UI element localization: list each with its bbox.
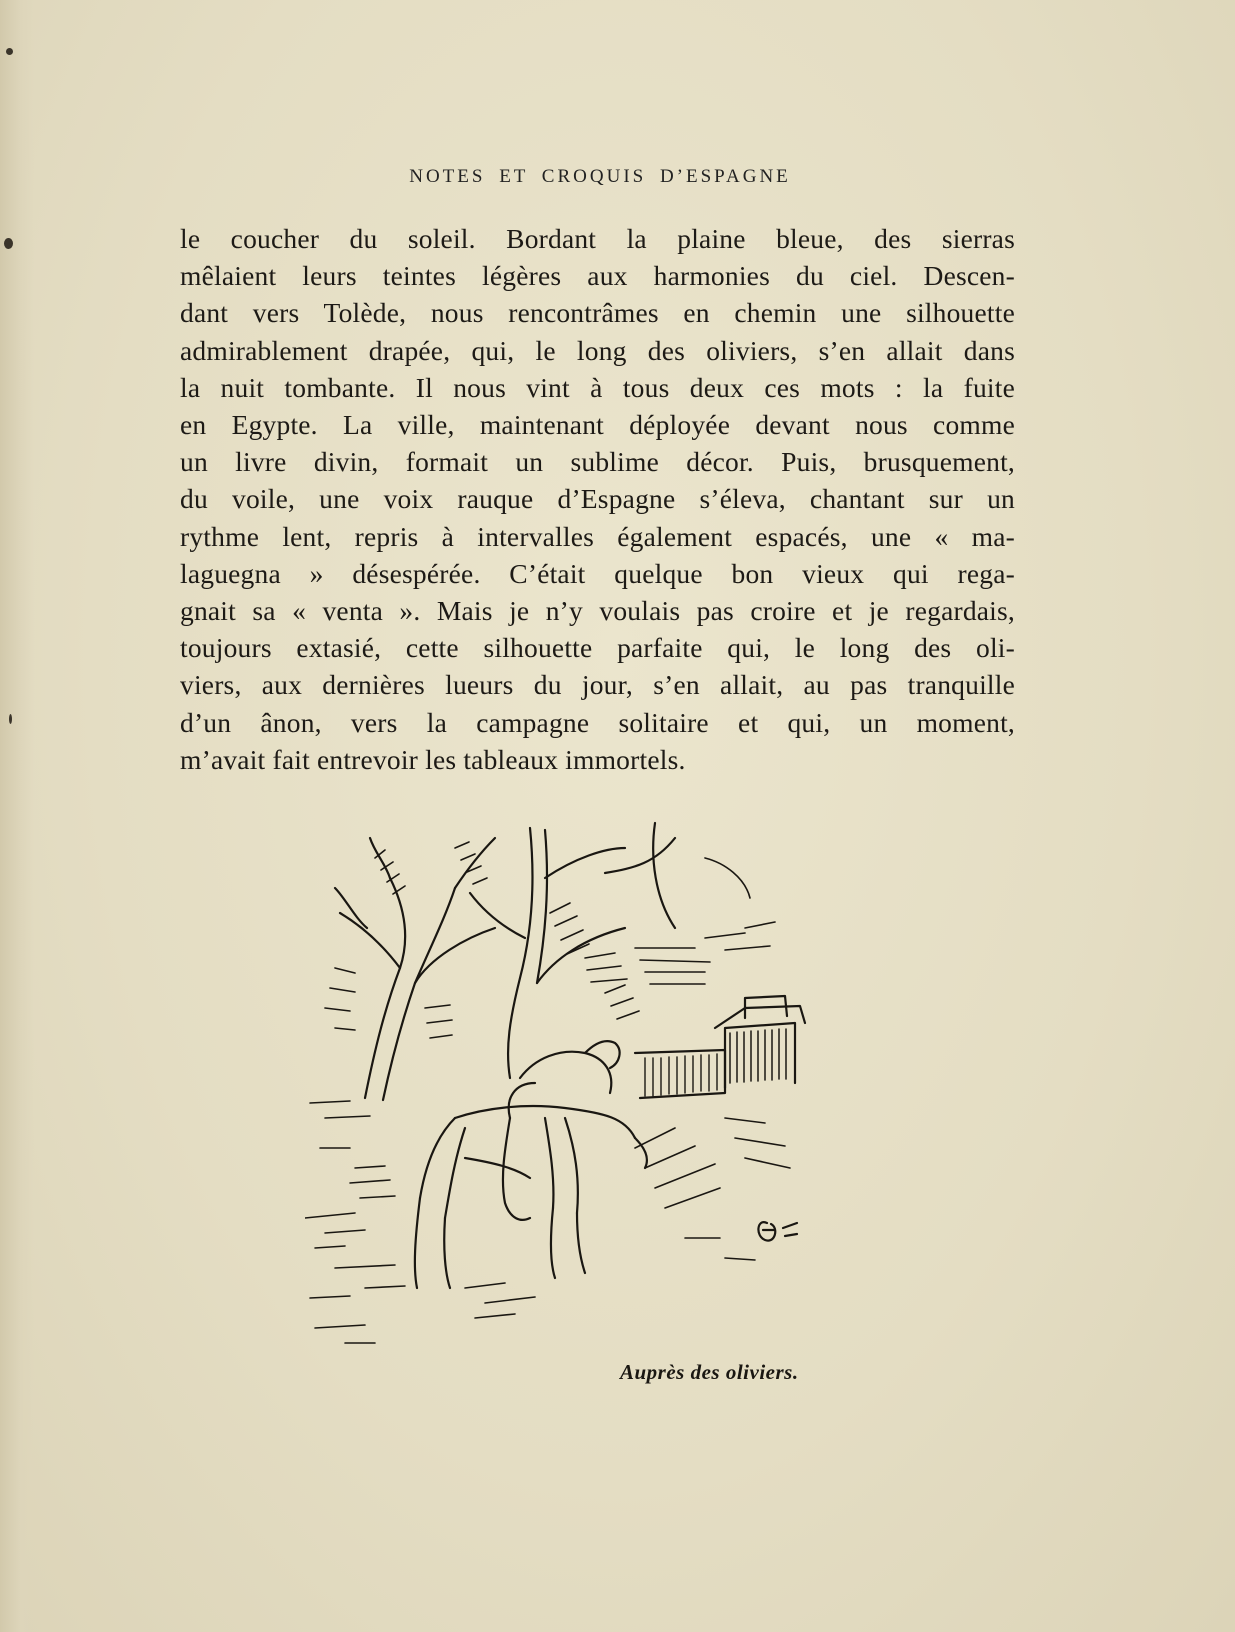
ink-speck xyxy=(6,48,13,55)
text-line: rythme lent, repris à intervalles également espacés, une « ma- xyxy=(180,520,1015,552)
text-line: toujours extasié, cette silhouette parfaite qui, le long des oli- xyxy=(180,632,1015,664)
illustration-caption: Auprès des oliviers. xyxy=(620,1360,799,1384)
text-line: mêlaient leurs teintes légères aux harmonies du ciel. Descen- xyxy=(180,260,1015,292)
running-title: NOTES ET CROQUIS D’ESPAGNE xyxy=(409,166,791,187)
text-line: du voile, une voix rauque d’Espagne s’éleva, chantant sur un xyxy=(180,483,1015,515)
text-line: laguegna » désespérée. C’était quelque bon vieux qui rega- xyxy=(180,557,1015,589)
text-line: dant vers Tolède, nous rencontrâmes en chemin une silhouette xyxy=(180,297,1015,329)
text-line: la nuit tombante. Il nous vint à tous deux ces mots : la fuite xyxy=(180,371,1015,403)
text-line: admirablement drapée, qui, le long des oliviers, s’en allait dans xyxy=(180,334,1015,366)
body-paragraph xyxy=(180,220,1015,778)
text-line: viers, aux dernières lueurs du jour, s’en allait, au pas tranquille xyxy=(180,669,1015,701)
text-line: un livre divin, formait un sublime décor. Puis, brusquement, xyxy=(180,446,1015,478)
ink-sketch-olive-trees-donkey-rider-icon xyxy=(305,818,865,1358)
text-line: d’un ânon, vers la campagne solitaire et qui, un moment, xyxy=(180,706,1015,738)
text-line: m’avait fait entrevoir les tableaux immortels. xyxy=(180,743,686,775)
text-line: le coucher du soleil. Bordant la plaine bleue, des sierras xyxy=(180,223,1015,254)
ink-speck xyxy=(4,238,13,249)
ink-speck xyxy=(9,714,12,724)
text-line: en Egypte. La ville, maintenant déployée devant nous comme xyxy=(180,409,1015,441)
text-line: gnait sa « venta ». Mais je n’y voulais pas croire et je regardais, xyxy=(180,595,1015,627)
